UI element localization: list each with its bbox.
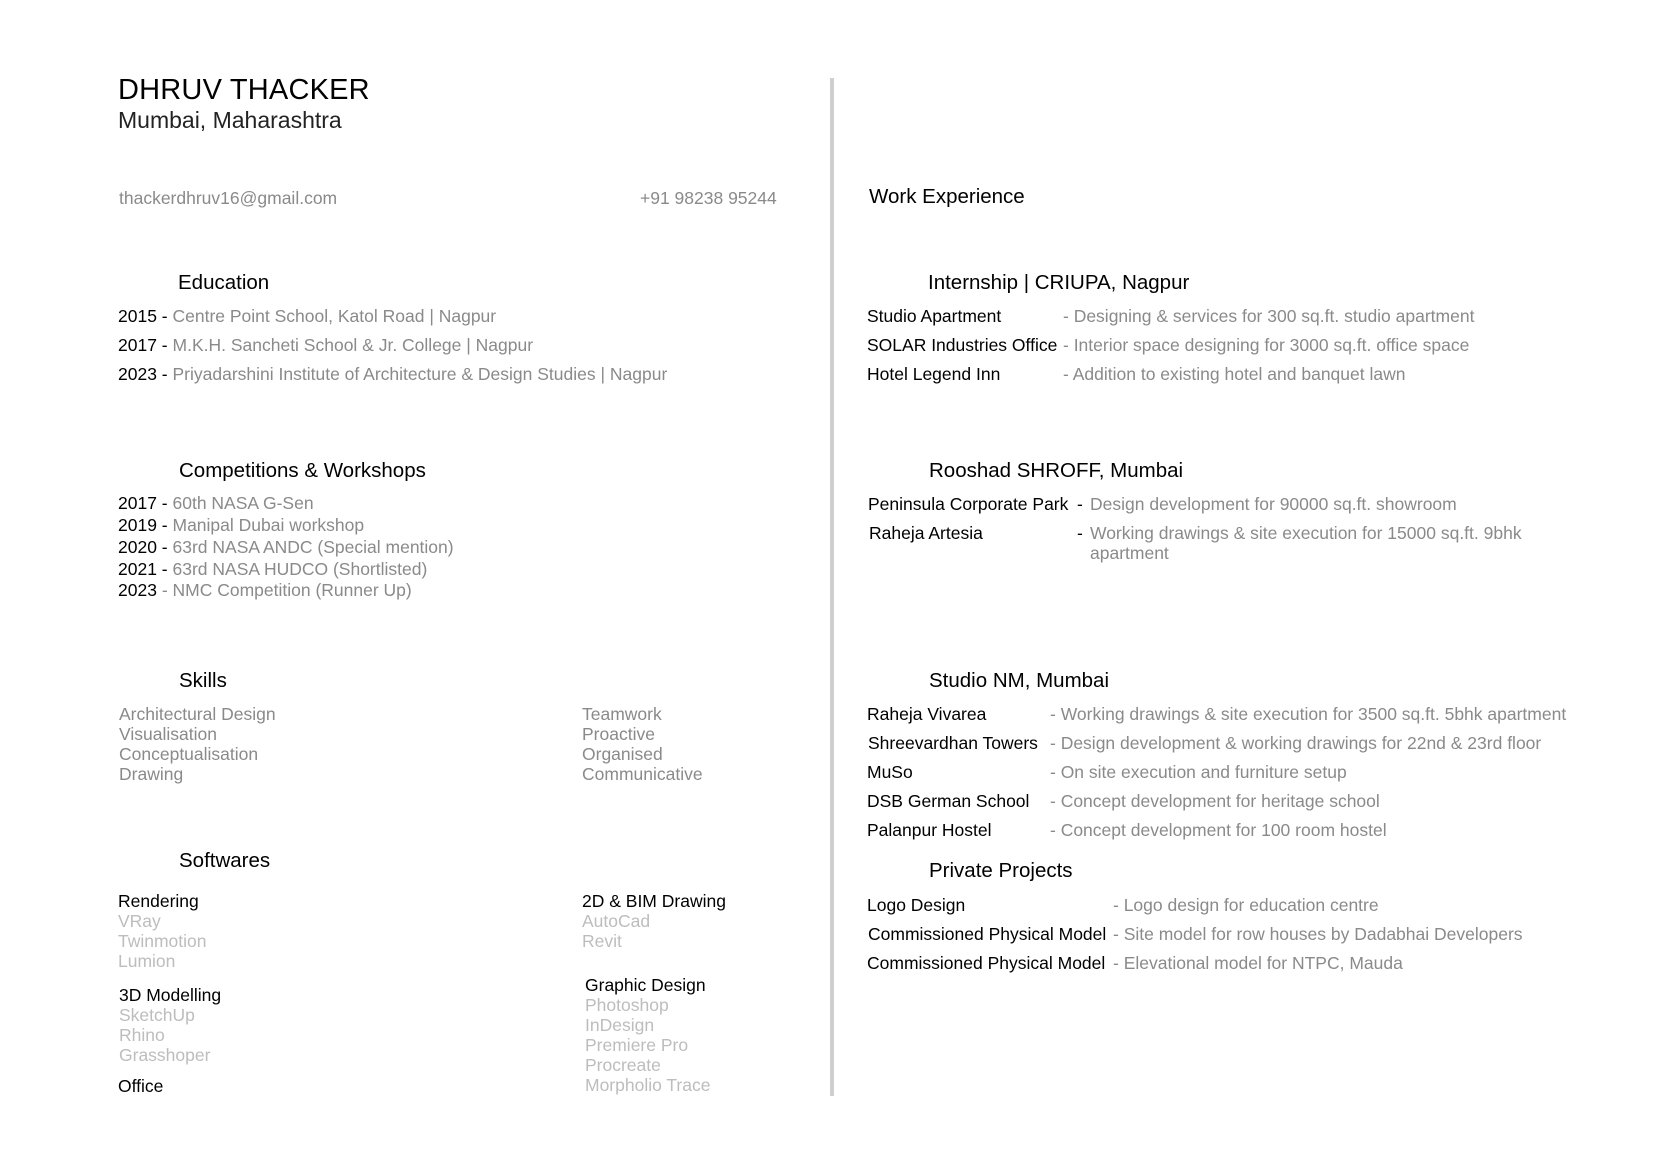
software-group-modelling (119, 985, 221, 1065)
software-group-drawing (582, 891, 726, 951)
entry-text: 63rd NASA HUDCO (Shortlisted) (172, 559, 428, 579)
project-desc: - Elevational model for NTPC, Mauda (1113, 953, 1403, 973)
skill-item: Proactive (582, 724, 655, 744)
entry-year: 2023 - (118, 364, 168, 384)
dash: - (1077, 523, 1083, 543)
skill-item: Communicative (582, 764, 703, 784)
project-desc: - Site model for row houses by Dadabhai Developers (1113, 924, 1523, 944)
entry-text: Priyadarshini Institute of Architecture & Design Studies | Nagpur (172, 364, 668, 384)
dash: - (1077, 494, 1083, 514)
skill-item: Visualisation (119, 724, 217, 744)
project-name: Shreevardhan Towers (868, 733, 1038, 753)
software-item: Photoshop (585, 995, 669, 1015)
entry-year: 2017 - (118, 493, 168, 513)
software-item: Lumion (118, 951, 176, 971)
competition-entry (118, 515, 454, 537)
skills-heading: Skills (179, 669, 227, 692)
skill-item: Drawing (119, 764, 184, 784)
software-item: AutoCad (582, 911, 651, 931)
project-desc: - Concept development for heritage school (1050, 791, 1380, 811)
project-desc: - Interior space designing for 3000 sq.ft. office space (1063, 335, 1470, 355)
competition-entry (118, 559, 454, 580)
project-name: Raheja Vivarea (867, 704, 987, 724)
software-item: InDesign (585, 1015, 655, 1035)
competitions-list (118, 493, 454, 601)
software-item: Premiere Pro (585, 1035, 689, 1055)
project-desc: - On site execution and furniture setup (1050, 762, 1347, 782)
entry-year: 2023 (118, 580, 157, 600)
entry-text: M.K.H. Sancheti School & Jr. College | Nagpur (172, 335, 534, 355)
project-desc: - Design development & working drawings for 22nd & 23rd floor (1050, 733, 1542, 753)
education-entry (118, 335, 533, 356)
software-group-title: Graphic Design (585, 975, 706, 995)
education-entry (118, 306, 496, 327)
competition-entry (118, 493, 454, 515)
project-name: Studio Apartment (867, 306, 1002, 326)
work-experience-heading: Work Experience (869, 185, 1025, 208)
software-item: Grasshoper (119, 1045, 211, 1065)
email[interactable]: thackerdhruv16@gmail.com (119, 188, 338, 208)
competition-entry (118, 580, 454, 601)
software-item: Twinmotion (118, 931, 207, 951)
software-item: Rhino (119, 1025, 165, 1045)
education-entry (118, 364, 667, 385)
entry-year: 2019 - (118, 515, 168, 535)
project-name: Raheja Artesia (869, 523, 983, 543)
project-name: SOLAR Industries Office (867, 335, 1058, 355)
project-desc: - Logo design for education centre (1113, 895, 1379, 915)
project-name: DSB German School (867, 791, 1030, 811)
competition-entry (118, 537, 454, 559)
phone[interactable]: +91 98238 95244 (640, 188, 777, 208)
software-group-title: 2D & BIM Drawing (582, 891, 726, 911)
software-item: Morpholio Trace (585, 1075, 711, 1095)
project-desc: - Addition to existing hotel and banquet lawn (1063, 364, 1406, 384)
entry-year: 2015 - (118, 306, 168, 326)
software-group-rendering (118, 891, 207, 971)
entry-year: 2020 - (118, 537, 168, 557)
competitions-heading: Competitions & Workshops (179, 459, 426, 482)
entry-year: 2017 - (118, 335, 168, 355)
project-name: Hotel Legend Inn (867, 364, 1001, 384)
skills-list-2 (582, 704, 703, 784)
project-name: Commissioned Physical Model (867, 953, 1106, 973)
project-desc: Working drawings & site execution for 15000 sq.ft. 9bhk apartment (1090, 523, 1522, 563)
project-name: Logo Design (867, 895, 966, 915)
entry-text: - NMC Competition (Runner Up) (161, 580, 412, 600)
project-desc: Design development for 90000 sq.ft. showroom (1090, 494, 1457, 514)
entry-text: 63rd NASA ANDC (Special mention) (172, 537, 454, 557)
project-name: Peninsula Corporate Park (868, 494, 1069, 514)
project-name: Commissioned Physical Model (868, 924, 1107, 944)
software-group-office (118, 1076, 163, 1096)
project-name: MuSo (867, 762, 913, 782)
software-item: Revit (582, 931, 622, 951)
shroff-heading: Rooshad SHROFF, Mumbai (929, 459, 1184, 482)
skill-item: Organised (582, 744, 663, 764)
software-item: Procreate (585, 1055, 661, 1075)
project-desc: - Concept development for 100 room hostel (1050, 820, 1387, 840)
project-name: Palanpur Hostel (867, 820, 992, 840)
software-group-title: Rendering (118, 891, 199, 911)
softwares-heading: Softwares (179, 849, 271, 872)
entry-text: 60th NASA G-Sen (172, 493, 314, 513)
software-item: VRay (118, 911, 161, 931)
criupa-heading: Internship | CRIUPA, Nagpur (928, 271, 1190, 294)
software-group-graphic (585, 975, 710, 1095)
software-group-title: Office (118, 1076, 164, 1096)
software-item: SketchUp (119, 1005, 195, 1025)
candidate-name: DHRUV THACKER (118, 74, 370, 106)
entry-text: Manipal Dubai workshop (172, 515, 365, 535)
software-group-title: 3D Modelling (119, 985, 222, 1005)
candidate-location: Mumbai, Maharashtra (118, 107, 342, 133)
column-divider (830, 78, 834, 1096)
private-projects-heading: Private Projects (929, 859, 1073, 882)
skill-item: Conceptualisation (119, 744, 259, 764)
project-desc: - Working drawings & site execution for 3500 sq.ft. 5bhk apartment (1050, 704, 1567, 724)
skill-item: Architectural Design (119, 704, 276, 724)
skill-item: Teamwork (582, 704, 662, 724)
entry-text: Centre Point School, Katol Road | Nagpur (172, 306, 497, 326)
studionm-heading: Studio NM, Mumbai (929, 669, 1110, 692)
project-desc: - Designing & services for 300 sq.ft. studio apartment (1063, 306, 1475, 326)
entry-year: 2021 - (118, 559, 168, 579)
skills-list-1 (119, 704, 276, 784)
education-heading: Education (178, 271, 270, 294)
